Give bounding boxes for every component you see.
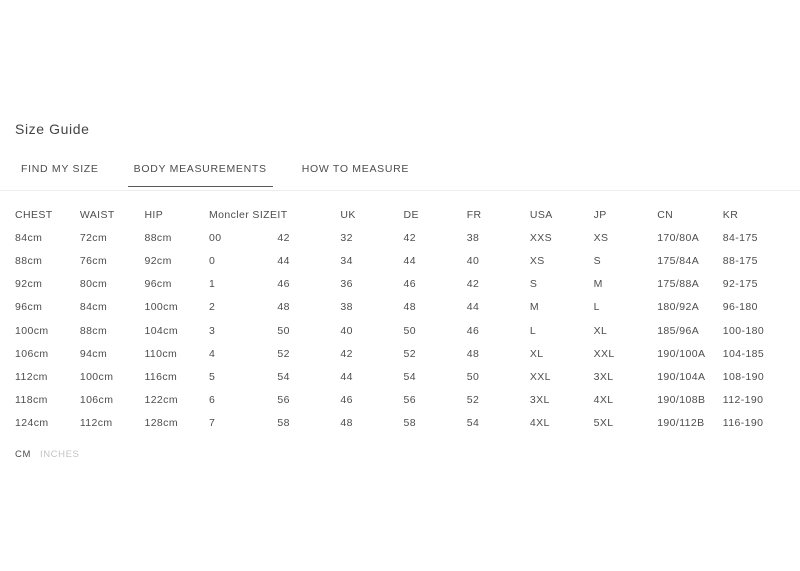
table-cell: 106cm: [15, 347, 49, 360]
header-row: [15, 203, 800, 226]
table-cell: 44: [403, 254, 417, 267]
table-cell: 46: [403, 278, 417, 291]
table-cell: 92-175: [722, 278, 758, 291]
table-cell: 56: [277, 394, 290, 407]
table-cell: 54: [466, 417, 480, 430]
table-cell: 84cm: [79, 301, 108, 314]
table-cell: S: [529, 278, 538, 291]
table-cell: 94cm: [79, 347, 108, 360]
table-cell: 128cm: [144, 417, 178, 430]
table-cell: 6: [208, 394, 216, 407]
table-cell: XS: [593, 231, 609, 244]
column-header: KR: [722, 208, 739, 221]
table-cell: 116cm: [144, 370, 178, 383]
table-cell: 112cm: [15, 370, 48, 383]
table-cell: 4: [208, 347, 216, 360]
table-cell: XL: [593, 324, 608, 337]
table-cell: 170/80A: [657, 231, 700, 244]
table-cell: 118cm: [15, 394, 48, 407]
unit-inches-button[interactable]: INCHES: [39, 448, 80, 460]
table-cell: 58: [277, 417, 290, 430]
table-cell: 185/96A: [657, 324, 700, 337]
unit-toggle: [0, 449, 800, 460]
table-cell: 5XL: [593, 417, 614, 430]
table-cell: 100cm: [79, 370, 114, 383]
table-cell: 190/104A: [657, 370, 706, 383]
table-cell: 38: [340, 301, 353, 314]
table-cell: 50: [466, 370, 480, 383]
table-cell: 46: [340, 394, 353, 407]
table-cell: 42: [466, 278, 480, 291]
column-header: CHEST: [15, 208, 53, 221]
table-cell: 2: [208, 301, 216, 314]
table-cell: 110cm: [144, 347, 178, 360]
table-cell: 116-190: [722, 417, 764, 430]
table-cell: M: [529, 301, 540, 314]
table-cell: 52: [277, 347, 290, 360]
table-cell: 54: [277, 370, 290, 383]
table-cell: 122cm: [144, 394, 178, 407]
table-cell: 175/88A: [657, 278, 700, 291]
column-header: Moncler SIZE: [208, 208, 278, 221]
table-row: [15, 226, 800, 249]
table-cell: 42: [277, 231, 290, 244]
tab-how-to-measure[interactable]: HOW TO MEASURE: [296, 162, 415, 190]
column-header: DE: [403, 208, 419, 221]
table-cell: L: [529, 324, 537, 337]
table-cell: 7: [208, 417, 216, 430]
table-cell: 108-190: [722, 370, 765, 383]
table-cell: 100cm: [144, 301, 178, 314]
table-cell: 3XL: [593, 370, 614, 383]
table-cell: 1: [208, 278, 216, 291]
table-cell: 88cm: [15, 254, 43, 267]
table-row: [15, 342, 800, 365]
tab-body-measurements[interactable]: BODY MEASUREMENTS: [128, 162, 273, 190]
table-cell: 54: [403, 370, 417, 383]
table-row: [15, 389, 800, 412]
table-cell: M: [593, 278, 603, 291]
table-row: [15, 319, 800, 342]
table-cell: 48: [277, 301, 290, 314]
table-cell: 96-180: [722, 301, 758, 314]
table-cell: 32: [340, 231, 353, 244]
table-cell: 42: [340, 347, 353, 360]
table-cell: 48: [340, 417, 353, 430]
table-cell: 34: [340, 254, 353, 267]
column-header: CN: [657, 208, 674, 221]
table-cell: 84cm: [15, 231, 43, 244]
table-cell: 46: [277, 278, 290, 291]
table-cell: 104cm: [144, 324, 178, 337]
table-cell: 100cm: [15, 324, 49, 337]
table-cell: 50: [277, 324, 290, 337]
size-table-head: [15, 203, 800, 226]
table-cell: XXL: [529, 370, 551, 383]
table-row: [15, 273, 800, 296]
table-row: [15, 365, 800, 388]
table-cell: 40: [340, 324, 353, 337]
size-guide-tabs: [0, 162, 800, 191]
table-cell: 50: [403, 324, 417, 337]
table-cell: 104-185: [722, 347, 765, 360]
table-cell: 3XL: [529, 394, 550, 407]
table-cell: 56: [403, 394, 417, 407]
table-cell: 44: [466, 301, 480, 314]
table-cell: S: [593, 254, 601, 267]
table-cell: 4XL: [593, 394, 614, 407]
table-cell: 38: [466, 231, 480, 244]
column-header: IT: [277, 208, 288, 221]
table-cell: XS: [529, 254, 545, 267]
table-cell: 36: [340, 278, 353, 291]
table-cell: 96cm: [144, 278, 172, 291]
table-cell: 124cm: [15, 417, 49, 430]
column-header: USA: [529, 208, 553, 221]
unit-cm-button[interactable]: CM: [15, 448, 31, 460]
table-cell: 112-190: [722, 394, 764, 407]
table-cell: XXS: [529, 231, 553, 244]
tab-find-my-size[interactable]: FIND MY SIZE: [15, 162, 105, 190]
column-header: FR: [466, 208, 482, 221]
page-title: Size Guide: [15, 121, 90, 137]
table-cell: 48: [403, 301, 417, 314]
column-header: JP: [593, 208, 607, 221]
table-cell: 76cm: [79, 254, 108, 267]
table-cell: 58: [403, 417, 417, 430]
table-cell: 88cm: [144, 231, 172, 244]
table-cell: 190/112B: [657, 417, 705, 430]
table-cell: 175/84A: [657, 254, 700, 267]
table-cell: 80cm: [79, 278, 108, 291]
table-cell: 92cm: [144, 254, 172, 267]
size-table-body: [15, 226, 800, 435]
table-cell: 106cm: [79, 394, 114, 407]
table-cell: 92cm: [15, 278, 43, 291]
table-cell: 88-175: [722, 254, 758, 267]
table-cell: 44: [340, 370, 353, 383]
table-cell: 44: [277, 254, 290, 267]
table-cell: 112cm: [79, 417, 113, 430]
column-header: WAIST: [79, 208, 115, 221]
table-cell: L: [593, 301, 600, 314]
table-cell: 4XL: [529, 417, 550, 430]
table-cell: 190/108B: [657, 394, 706, 407]
table-cell: 72cm: [79, 231, 108, 244]
table-row: [15, 412, 800, 435]
table-cell: 46: [466, 324, 480, 337]
table-cell: 180/92A: [657, 301, 700, 314]
table-cell: 52: [466, 394, 480, 407]
table-cell: 00: [208, 231, 222, 244]
table-row: [15, 249, 800, 272]
table-cell: 0: [208, 254, 216, 267]
table-cell: XL: [529, 347, 544, 360]
table-cell: 48: [466, 347, 480, 360]
table-cell: 3: [208, 324, 216, 337]
table-cell: 42: [403, 231, 417, 244]
table-cell: 40: [466, 254, 480, 267]
table-cell: 52: [403, 347, 417, 360]
table-cell: 88cm: [79, 324, 108, 337]
table-cell: XXL: [593, 347, 615, 360]
table-row: [15, 296, 800, 319]
table-cell: 100-180: [722, 324, 765, 337]
column-header: UK: [340, 208, 356, 221]
table-cell: 84-175: [722, 231, 758, 244]
table-cell: 190/100A: [657, 347, 706, 360]
size-table: [15, 203, 800, 435]
table-cell: 5: [208, 370, 216, 383]
column-header: HIP: [144, 208, 164, 221]
table-cell: 96cm: [15, 301, 43, 314]
